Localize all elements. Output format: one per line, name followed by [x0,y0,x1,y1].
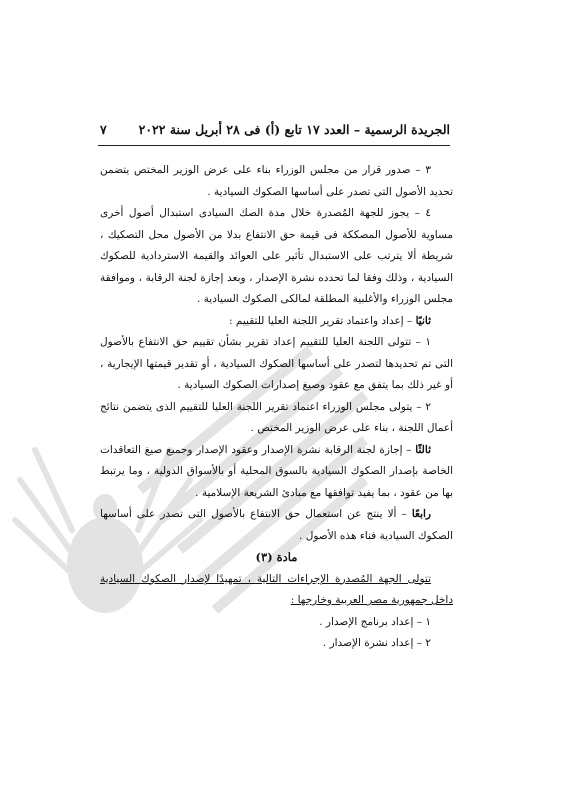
gazette-header [100,122,450,137]
section-fourth [100,504,453,547]
section-second-item-1: ١ – تتولى اللجنة العليا للتقييم إعداد تقرير بشأن تقييم حق الانتفاع بالأصول التى تم تحديدها لتصدر على أساسها الصكوك السيادية ، أو تقدير قيمتها الإيجارية ، أو غير ذلك بما يتفق مع عقود وصيغ إصدارات الصكوك السيادية . [100,336,453,391]
article-item-1: ١ – إعداد برنامج الإصدار . [319,615,431,628]
article-intro [100,569,453,612]
section-second-lead: ثانيًا [415,314,431,327]
section-fourth-lead: رابعًا [411,508,431,520]
section-fourth-text: – ألا ينتج عن استعمال حق الانتفاع بالأصول التى تصدر على أساسها الصكوك السيادية فناء هذه الأصول . [100,508,453,542]
header-divider [98,145,450,146]
section-third-lead: ثالثًا [415,443,431,456]
section-third [100,440,453,505]
paragraph-3: ٣ – صدور قرار من مجلس الوزراء بناء على عرض الوزير المختص يتضمن تحديد الأصول التى تصدر على أساسها الصكوك السيادية . [100,164,453,198]
paragraph-4: ٤ – يجوز للجهة المُصدرة خلال مدة الصك السيادى استبدال أصول أخرى مساوية للأصول المصككة فى قيمة حق الانتفاع بدلا من الأصول محل التصكيك ، شريطة ألا يترتب على الاستبدال تأثير على العوائد والقيمة الاستردادية للصكوك السيادية ، وذلك وفقا لما تحدده نشرة الإصدار ، وبعد إجازة لجنة الرقابة ، وموافقة مجلس الوزراء والأغلبية المطلقة لمالكى الصكوك السيادية . [100,207,453,305]
section-second-heading [100,311,453,333]
page-number: ٧ [100,122,107,137]
article-intro-a: تتولى الجهة المُصدرة الإجراءات التالية ، تمهيدًا لإصدار الصكوك السيادية [100,572,431,585]
article-item-2: ٢ – إعداد نشرة الإصدار . [322,637,431,649]
section-third-text: – إجازة لجنة الرقابة نشرة الإصدار وعقود الإصدار وجميع صيغ التعاقدات الخاصة بإصدار الصكوك السيادية بالسوق المحلية أو بالأسواق الدولية ، وما يرتبط بها من عقود ، بما يفيد توافقها مع مبادئ الشريعة الإسلامية . [100,443,453,499]
section-second-item-2: ٢ – يتولى مجلس الوزراء اعتماد تقرير اللجنة العليا للتقييم الذى يتضمن نتائج أعمال اللجنة ، بناء على عرض الوزير المختص . [100,400,453,434]
header-title: الجريدة الرسمية – العدد ١٧ تابع (أ) فى ٢٨ أبريل سنة ٢٠٢٢ [138,122,450,137]
document-body [100,160,453,655]
article-title: مادة (٣) [255,550,298,564]
article-intro-b: داخل جمهورية مصر العربية وخارجها : [290,594,453,606]
section-second-title: – إعداد واعتماد تقرير اللجنة العليا للتقييم : [229,314,416,327]
